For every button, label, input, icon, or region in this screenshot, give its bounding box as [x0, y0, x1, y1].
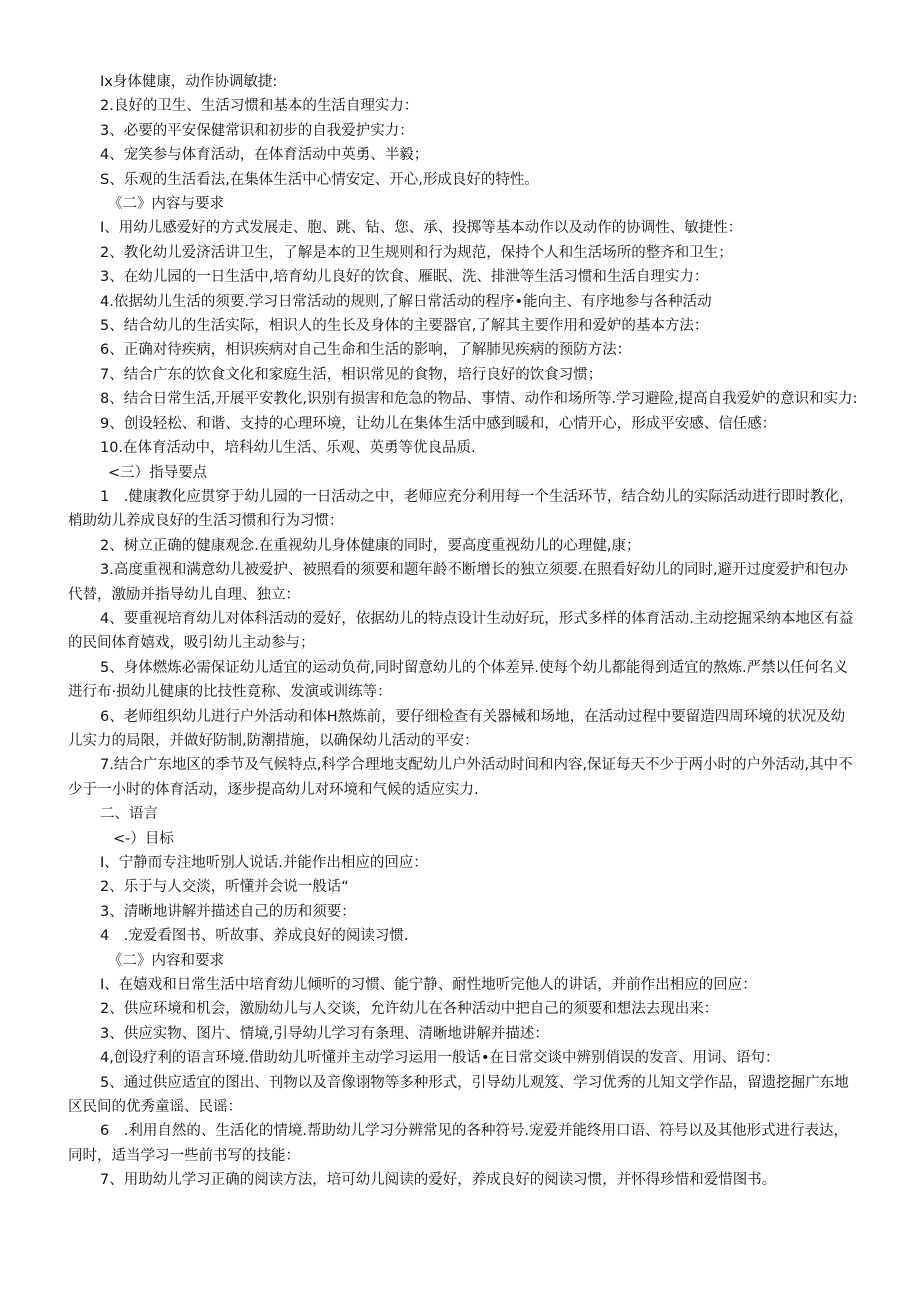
health-content-item-6: 6、正确对待疾病，相识疾病对自己生命和生活的影响，了解肺见疾病的预防方法： [100, 342, 632, 359]
health-goal-3: 3、必要的平安保健常识和初步的自我爱护实力： [100, 122, 414, 139]
language-content-item-6: 6 .利用自然的、生活化的情境.帮助幼儿学习分辨常见的各种符号.宠爱并能终用口语、符号以及其他形式进行表达，同时，适当学习一些前书写的技能： [68, 1123, 849, 1164]
health-goal-5: S、乐观的生活看法,在集体生活中心情安定、开心,形成良好的特性。 [100, 171, 539, 188]
language-content-item-1: I、在嬉戏和日常生活中培育幼儿倾听的习惯、能宁静、耐性地听完他人的讲话，并前作出相应的回应： [100, 977, 757, 994]
health-content-item-4: 4.依据幼儿生活的须要.学习日常活动的规则,了解日常活动的程序•能向主、有序地参与各种活动 [100, 293, 712, 310]
language-goal-3: 3、清晰地讲解并描述自己的历和须要： [100, 903, 356, 920]
health-guide-item-7: 7.结合广东地区的季节及气候特点,科学合理地支配幼儿户外活动时间和内容,保证每天不少于两小时的户外活动,其中不少于一小时的体育活动，逐步提高幼儿对环境和气候的适应实力. [68, 757, 853, 798]
language-goal-2: 2、乐于与人交淡，听懂并会说一般话“ [100, 879, 349, 896]
language-goal-4: 4 .宠爱看图书、听故事、养成良好的阅读习惯. [100, 928, 409, 945]
health-content-item-10: 10.在体育活动中，培科幼儿生活、乐观、英勇等优良品质. [100, 440, 476, 457]
health-goal-4: 4、宠笑参与体育活动，在体育活动中英勇、半毅； [100, 147, 429, 164]
health-content-item-8: 8、结合日常生活,开展平安教化,识别有损害和危急的物品、事情、动作和场所等.学习避险,提高自我爱妒的意识和实力: [100, 391, 858, 408]
health-content-item-1: I、用幼儿感爱好的方式发展走、胞、跳、钻、您、承、投掷等基本动作以及动作的协调性、敏捷性： [100, 220, 743, 237]
health-guide-item-1: 1 .健康教化应贯穿于幼儿园的一日活动之中，老师应充分利用每一个生活环节，结合幼儿的实际活动进行即时教化，梢助幼儿养成良好的生活习惯和行为习惯： [68, 488, 854, 530]
health-guide-item-3: 3.高度重视和满意幼儿被爱护、被照看的须要和题年龄不断增长的独立须要.在照看好幼儿的同时,避开过度爱护和包办代替，激励并指导幼儿自理、独立： [68, 562, 849, 603]
language-content-item-3: 3、供应实物、图片、情境,引导幼儿学习有条理、清晰地讲解并描述： [100, 1025, 549, 1042]
health-content-item-7: 7、结合广东的饮食文化和家庭生活，相识常见的食物，培行良好的饮食习惯； [100, 366, 603, 383]
language-content-heading: 《二》内容和要求 [108, 952, 224, 969]
health-content-item-3: 3、在幼儿园的一日生活中,培育幼儿良好的饮食、雁眠、洗、排泄等生活习惯和生活自理实力： [100, 269, 709, 286]
language-content-item-2: 2、供应环境和机会，激励幼儿与人交谈，允许幼儿在各种活动中把自己的须要和想法去现出来： [100, 1001, 719, 1018]
health-content-item-9: 9、创设轻松、和谐、支持的心理环境，让幼儿在集体生活中感到暖和，心情开心，形成平安感、信任感： [100, 415, 777, 432]
health-content-heading: 《二》内容与要求 [108, 196, 224, 213]
health-guide-item-5: 5、身体燃炼必需保证幼儿适宜的运动负荷,同时留意幼儿的个体差异.使每个幼儿都能得到适宜的熬炼.严禁以任何名义进行布·损幼儿健康的比技性竟称、发演或训练等： [68, 659, 849, 701]
language-goals-heading: <-）目标 [113, 830, 174, 847]
health-guide-item-6: 6、老师组织幼儿进行户外活动和体H熬炼前，要仔细检查有关器械和场地，在活动过程中要留造四周环境的状况及幼儿实力的局限，并做好防制,防潮措施，以确保幼儿活动的平安： [68, 708, 846, 749]
language-goal-1: I、宁静而专注地听别人说话.并能作出相应的回应： [100, 855, 428, 871]
health-guide-item-4: 4、要重视培育幼儿对体科活动的爱好，依据幼儿的特点设计生动好玩，形式多样的体育活动.主动挖掘采纳本地区有益的民间体育嬉戏，吸引幼儿主动参与； [68, 610, 854, 652]
health-content-item-2: 2、教化幼儿爱济活讲卫生，了解是本的卫生规则和行为规范，保持个人和生活场所的整齐和卫生； [100, 244, 733, 261]
language-content-item-4: 4,创设疗利的语言环境.借助幼儿听懂并主动学习运用一般话•在日常交谈中辨别俏误的发音、用词、语句： [100, 1050, 780, 1067]
health-guide-item-2: 2、树立正确的健康观念.在重视幼儿身体健康的同时，要高度重视幼儿的心理健,康； [100, 537, 641, 554]
health-guide-heading: <三）指导要点 [108, 464, 208, 481]
health-content-item-5: 5、结合幼儿的生活实际，相识人的生长及身体的主要器官,了解其主要作用和爱妒的基本方法： [100, 318, 709, 335]
health-goal-1: Ix身体健康，动作协调敏捷: [100, 74, 278, 90]
health-goal-2: 2.良好的卫生、生活习惯和基本的生活自理实力： [100, 98, 419, 115]
language-content-item-5: 5、通过供应适宜的图出、刊物以及音像诩物等多种形式，引导幼儿观笈、学习优秀的儿知文学作品，留遗挖掘广东地区民间的优秀童谣、民谣： [68, 1074, 849, 1116]
language-section-title: 二、语言 [100, 806, 158, 823]
language-content-item-7: 7、用助幼儿学习正确的阅读方法，培可幼儿阅读的爱好，养成良好的阅读习惯，并怀得珍惜和爱惜图书。 [100, 1172, 777, 1189]
